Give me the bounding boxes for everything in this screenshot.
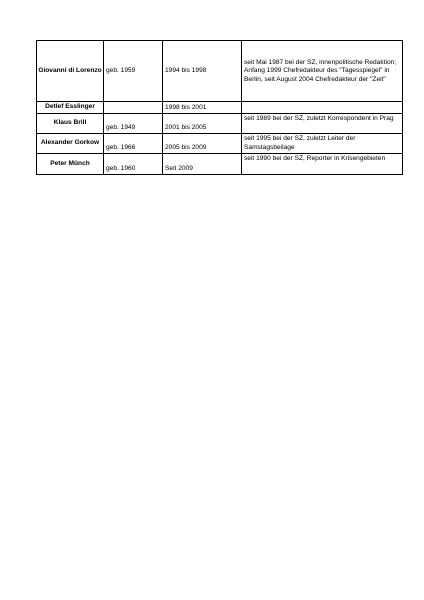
editor-name-cell: Detlef Esslinger: [37, 102, 104, 114]
table-row: [37, 102, 403, 114]
table-row: [37, 134, 403, 154]
editor-name-cell: Klaus Brill: [37, 114, 104, 134]
table-row: [37, 41, 403, 102]
tenure-cell: Seit 2009: [163, 154, 242, 175]
career-notes-cell: [242, 102, 403, 114]
birth-year-cell: geb. 1949: [104, 114, 163, 134]
table-row: [37, 154, 403, 175]
tenure-cell: 2001 bis 2005: [163, 114, 242, 134]
table-row: [37, 114, 403, 134]
career-notes-cell: seit Mai 1987 bei der SZ, innenpolitische Redaktion; Anfang 1999 Chefredakteur des "Tagesspiegel" in Berlin, seit August 2004 Chefredakteur der "Zeit": [242, 41, 403, 102]
career-notes-cell: seit 1990 bei der SZ, Reporter in Krisengebieten: [242, 154, 403, 175]
editors-table: [36, 40, 403, 175]
career-notes-cell: seit 1989 bei der SZ, zuletzt Korrespondent in Prag: [242, 114, 403, 134]
tenure-cell: 2005 bis 2009: [163, 134, 242, 154]
career-notes-cell: seit 1995 bei der SZ, zuletzt Leiter der Samstagsbeilage: [242, 134, 403, 154]
editor-name-cell: Peter Münch: [37, 154, 104, 175]
birth-year-cell: [104, 102, 163, 114]
editor-name-cell: Giovanni di Lorenzo: [37, 41, 104, 102]
editor-name-cell: Alexander Gorkow: [37, 134, 104, 154]
birth-year-cell: geb. 1966: [104, 134, 163, 154]
birth-year-cell: geb. 1959: [104, 41, 163, 102]
birth-year-cell: geb. 1960: [104, 154, 163, 175]
tenure-cell: 1994 bis 1998: [163, 41, 242, 102]
tenure-cell: 1998 bis 2001: [163, 102, 242, 114]
